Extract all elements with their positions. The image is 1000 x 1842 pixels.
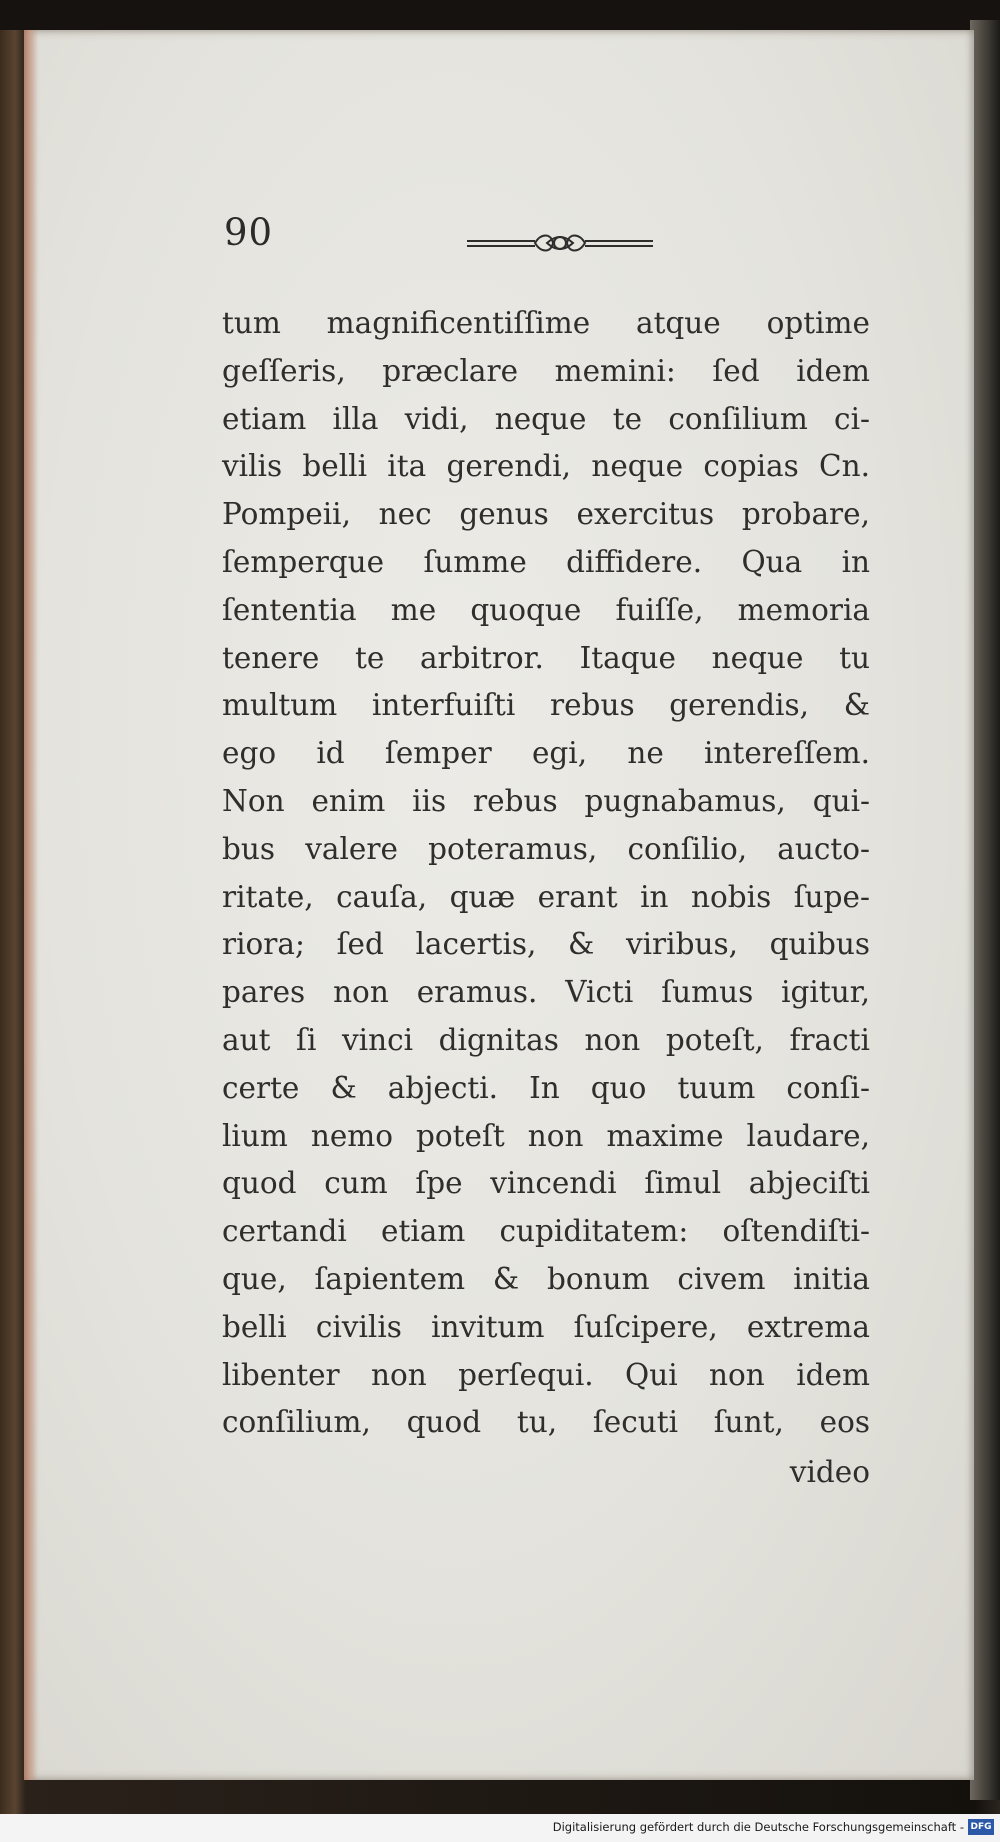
text-line [222,826,870,874]
word: certe [222,1070,300,1105]
word: idem [796,1357,870,1392]
word: ci- [834,401,870,436]
header-ornament-icon [465,229,655,259]
word: illa [332,401,379,436]
text-line [222,778,870,826]
word: tuum [677,1070,756,1105]
word: enim [311,783,386,818]
word: gerendis, [669,688,810,723]
text-line [222,1160,870,1208]
word: nemo [310,1118,394,1153]
word: ita [387,449,427,484]
word: cauſa, [336,879,428,914]
word: non [371,1357,427,1392]
word: tu, [516,1405,558,1440]
word: vilis [222,449,283,484]
word: geſſeris, [222,353,346,388]
word: laudare, [746,1118,870,1153]
word: bus [222,831,276,866]
word: riora; [222,927,305,962]
word: Qua [741,544,803,579]
text-line [222,539,870,587]
word: libenter [222,1357,340,1392]
word: atque [635,306,721,340]
word: te [612,401,643,436]
catchword: video [789,1455,870,1489]
word: pugnabamus, [584,783,786,818]
word: & [568,927,595,962]
word: non [709,1357,765,1392]
word: quod [222,1166,297,1201]
digitization-credit: Digitalisierung gefördert durch die Deutsche Forschungsgemeinschaft - [552,1820,964,1834]
word: optime [766,306,870,340]
word: arbitror. [419,640,544,675]
word: perſequi. [458,1357,594,1392]
word: quæ [449,879,516,914]
word: conſilium, [222,1405,371,1440]
word: poteſt [416,1118,505,1153]
text-line [222,1065,870,1113]
word: ſemperque [222,544,385,579]
word: abjeciſti [748,1166,870,1201]
word: magnificentiſſime [326,306,591,340]
word: in [640,879,669,914]
word: & [492,1261,520,1296]
word: belli [302,449,368,484]
word: præclare [382,353,519,388]
word: ſemper [384,736,492,771]
word: ſumus [661,975,754,1010]
word: erant [537,879,618,914]
word: ſunt, [713,1405,784,1440]
word: ſed [336,927,384,962]
word: aut [222,1022,271,1057]
word: In [529,1070,560,1105]
word: Itaque [579,640,676,675]
word: rebus [550,688,635,723]
word: vincendi [490,1166,617,1201]
word: quod [406,1405,482,1440]
word: gerendi, [446,449,572,484]
word: viribus, [625,927,738,962]
word: etiam [222,401,307,436]
word: cum [324,1166,388,1201]
word: conſilio, [627,831,748,866]
word: ſpe [415,1166,463,1201]
word: neque [494,401,587,436]
word: exercitus [576,497,715,532]
word: fracti [789,1022,870,1057]
word: quibus [769,927,870,962]
word: tum [222,306,281,340]
text-line [222,587,870,635]
word: civilis [315,1309,402,1344]
word: in [841,544,870,579]
text-line [222,921,870,969]
word: conſilium [668,401,808,436]
text-line [222,1256,870,1304]
word: poteramus, [428,831,598,866]
word: igitur, [781,975,870,1010]
word: Cn. [819,449,870,484]
word: neque [591,449,684,484]
word: aucto- [777,831,870,866]
text-line [222,396,870,444]
word: idem [796,353,870,388]
word: Qui [625,1357,678,1392]
word: & [330,1070,357,1105]
page-gutter-stain [24,30,38,1780]
text-line [222,1304,870,1352]
text-line [222,491,870,539]
word: cupiditatem: [499,1214,689,1249]
word: conſi- [786,1070,870,1105]
word: nec [378,497,432,532]
word: civem [677,1261,766,1296]
word: ſumme [423,544,527,579]
word: genus [459,497,549,532]
word: quoque [470,592,582,627]
word: Victi [565,975,634,1010]
word: copias [703,449,799,484]
word: poteſt, [665,1022,764,1057]
word: rebus [473,783,558,818]
word: vinci [342,1022,414,1057]
text-line [222,969,870,1017]
text-line [222,1352,870,1400]
word: initia [793,1261,870,1296]
book-fore-edge [970,20,1000,1800]
word: nobis [691,879,772,914]
word: intereſſem. [704,736,870,771]
text-line [222,1017,870,1065]
word: invitum [431,1309,545,1344]
text-line [222,1399,870,1447]
text-line [222,1113,870,1161]
word: ego [222,736,277,771]
word: non [333,975,389,1010]
word: diffidere. [566,544,703,579]
word: iis [412,783,447,818]
word: vidi, [404,401,469,436]
word: id [316,736,345,771]
word: multum [222,688,338,723]
word: ſimul [644,1166,722,1201]
word: lacertis, [415,927,537,962]
word: egi, [531,736,588,771]
body-text [222,300,870,1447]
word: ritate, [222,879,314,914]
word: ſi [296,1022,317,1057]
word: ſupe- [793,879,870,914]
scan-top-edge [0,0,1000,30]
text-line [222,300,870,348]
text-line [222,874,870,922]
word: que, [222,1261,287,1296]
word: lium [222,1118,288,1153]
word: me [390,592,437,627]
word: extrema [746,1309,870,1344]
word: Non [222,783,285,818]
word: probare, [741,497,870,532]
word: fuiſſe, [615,592,704,627]
word: quo [590,1070,647,1105]
word: tenere [222,640,320,675]
word: te [354,640,385,675]
word: etiam [381,1214,466,1249]
word: ne [627,736,664,771]
text-line [222,1208,870,1256]
text-line [222,348,870,396]
word: non [584,1022,641,1057]
word: eos [819,1405,870,1440]
text-line [222,635,870,683]
word: & [843,688,870,723]
word: memini: [554,353,676,388]
word: ſapientem [314,1261,466,1296]
word: ſuſcipere, [573,1309,718,1344]
word: non [527,1118,584,1153]
word: oſtendiſti- [722,1214,870,1249]
word: ſecuti [592,1405,679,1440]
word: qui- [812,783,870,818]
word: dignitas [438,1022,559,1057]
word: eramus. [416,975,538,1010]
page-number: 90 [224,211,274,254]
word: valere [305,831,398,866]
word: maxime [606,1118,724,1153]
word: neque [711,640,804,675]
text-line [222,443,870,491]
word: pares [222,975,306,1010]
word: memoria [737,592,870,627]
text-line [222,682,870,730]
word: certandi [222,1214,347,1249]
word: bonum [546,1261,650,1296]
word: Pompeii, [222,497,351,532]
word: interfuiſti [371,688,516,723]
text-line [222,730,870,778]
word: ſententia [222,592,357,627]
dfg-logo: DFG [968,1819,994,1835]
word: tu [839,640,870,675]
word: ſed [712,353,760,388]
word: abjecti. [387,1070,499,1105]
word: belli [222,1309,287,1344]
